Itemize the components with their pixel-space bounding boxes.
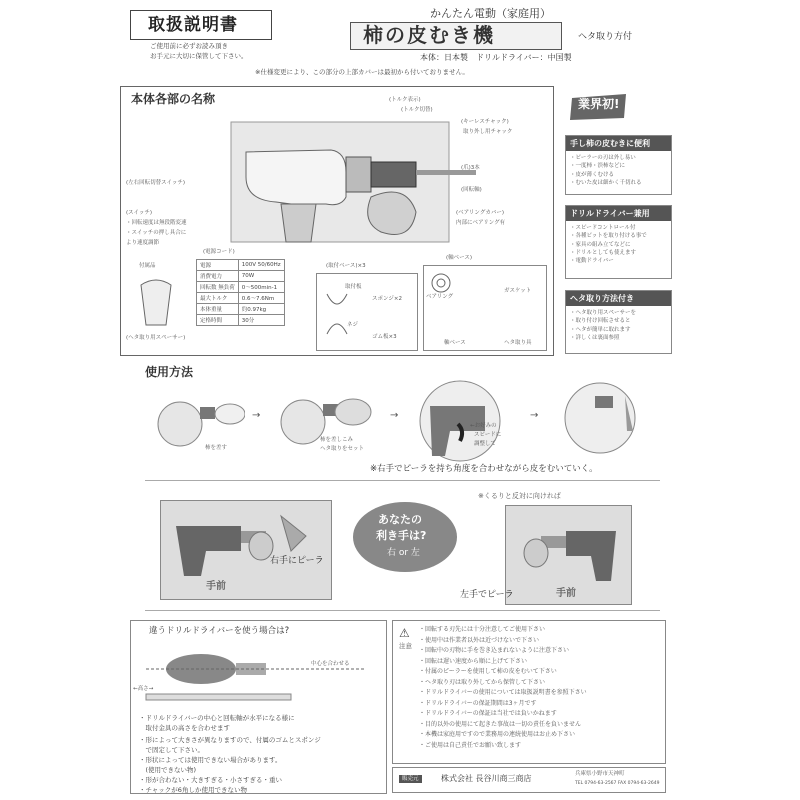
label-heta-tool: ヘタ取り具 — [504, 340, 532, 346]
label-torque-display: (トルク表示) — [389, 97, 421, 103]
label-sponge: スポンジ×2 — [372, 296, 402, 302]
subtitle: かんたん電動（家庭用） — [430, 7, 551, 20]
usage-step2-caption2: ヘタ取りをセット — [320, 446, 365, 452]
usage-step1-caption: 柿を差す — [205, 445, 228, 451]
shaft-base-box — [423, 265, 547, 351]
label-switch-desc3: より速度調節 — [126, 240, 160, 246]
table-row — [197, 282, 285, 293]
warning-icon: ⚠ — [399, 626, 410, 640]
table-row — [197, 315, 285, 326]
other-drill-line: ・形によって大きさが異なりますので、付属のゴムとスポンジ — [139, 736, 321, 744]
bearing-illustration — [429, 271, 453, 295]
label-mount-plate: 取付板 — [345, 284, 362, 290]
feature-card-title: へタ取り方法付き — [566, 291, 671, 306]
label-removable-chuck: 取り外し用チャック — [463, 129, 513, 135]
spec-key: 消費電力 — [197, 271, 239, 282]
feature-card-drill — [565, 205, 672, 279]
company-name: 株式会社 長谷川商三商店 — [441, 774, 532, 783]
other-drill-line: ・チャックが6角しか使用できない物 — [139, 786, 247, 794]
drill-body — [246, 150, 346, 205]
table-row — [197, 304, 285, 315]
keyless-chuck — [371, 162, 416, 187]
label-spare: (ヘタ取り用スペーサー) — [126, 335, 186, 341]
spec-value: 100V 50/60Hz — [238, 260, 284, 271]
feature-card-heta — [565, 290, 672, 354]
label-keyless-chuck: (キーレスチャック) — [461, 119, 509, 125]
company-address: 兵庫県小野市天神町 — [575, 771, 625, 777]
usage-title: 使用方法 — [145, 365, 194, 379]
caution-line: ・本機は家庭用ですので業務用の連続使用はお止め下さい — [419, 731, 576, 738]
caution-list — [419, 625, 587, 751]
other-drill-line: ・ドリルドライバーの中心と回転軸が水平になる様に — [139, 714, 295, 722]
spec-key: 本体重量 — [197, 304, 239, 315]
notice-line1: ご使用前に必ずお読み頂き — [150, 42, 228, 50]
reverse-note: ※くるりと反対に向ければ — [478, 492, 561, 500]
industry-first-label: 業界初! — [578, 97, 620, 111]
caution-line: ・付属のピーラーを使用して柿の皮をむいて下さい — [419, 668, 557, 675]
caution-line: ・使用中は作業者以外は近づけないで下さい — [419, 636, 540, 644]
caution-line: ・回転中の刃物に手を巻き込まれないように注意下さい — [419, 647, 570, 654]
parts-section-title: 本体各部の名称 — [131, 92, 216, 106]
notice-line2: お手元に大切に保管して下さい。 — [150, 52, 248, 60]
caution-label: 注意 — [399, 642, 412, 650]
label-bearing-cover: (ベアリングカバー) — [456, 210, 504, 216]
label-direction-switch: (左右回転切替スイッチ) — [126, 180, 186, 186]
spec-value: 70W — [238, 271, 284, 282]
usage-step3-illustration — [410, 376, 520, 466]
usage-step1-illustration — [145, 382, 245, 457]
drill-chuck — [346, 157, 371, 192]
left-peeler-label: 左手でピーラ — [460, 590, 514, 600]
bubble-line1: あなたの — [378, 513, 422, 526]
other-drill-line: ・形状によっては使用できない場合があります。 — [139, 756, 282, 764]
label-power-cord: (電源コード) — [203, 249, 235, 255]
usage-step2-caption1: 柿を差しこみ — [320, 437, 354, 443]
left-hand-panel — [505, 505, 632, 605]
drill-handle — [281, 204, 316, 242]
caution-line: ・ご使用は自己責任でお願い致します — [419, 741, 522, 749]
spec-value: 0〜500min-1 — [238, 282, 284, 293]
feature-card-body: ・スピードコントロール付 ・各種ビットを取り付ける事で ・家具の組み立てなどに ・ドリルとしても使えます ・電動ドライバー — [570, 225, 647, 264]
other-drill-line: (使用できない物) — [139, 766, 197, 774]
spec-value: 約0.97kg — [238, 304, 284, 315]
distributor-label: 販売元 — [399, 775, 422, 783]
spec-value: 30分 — [238, 315, 284, 326]
bubble-line3: 右 or 左 — [387, 548, 420, 558]
other-drill-box — [130, 620, 387, 794]
persimmon — [368, 192, 416, 235]
label-switch-desc2: ・スイッチの押し具合に — [126, 230, 187, 236]
right-hand-front: 手前 — [206, 581, 226, 592]
other-drill-line: 取付金具の高さを合わせます — [139, 724, 230, 732]
spec-key: 電源 — [197, 260, 239, 271]
label-bearing: ベアリング — [426, 294, 454, 300]
left-hand-front: 手前 — [556, 588, 576, 599]
table-row — [197, 260, 285, 271]
label-bearing-inside: 内部にベアリング有 — [456, 220, 506, 226]
label-accessories: 付属品 — [139, 263, 156, 269]
distributor-box — [392, 767, 666, 793]
bottom-divider — [145, 610, 660, 611]
mount-base-box — [316, 273, 418, 351]
caution-line: ・ドリルドライバーの保証期間は3ヶ月です — [419, 699, 537, 707]
feature-card-peeling — [565, 135, 672, 195]
company-phone: TEL 0794-63-2567 FAX 0794-63-2649 — [575, 781, 660, 786]
usage-note: ※右手でピーラを持ち角度を合わせながら皮をむいていく。 — [370, 464, 598, 474]
spec-key: 定格時間 — [197, 315, 239, 326]
product-name: 柿の皮むき機 — [363, 23, 495, 47]
label-shaft-base: (軸ベース) — [446, 255, 473, 261]
arrow-1: → — [252, 410, 261, 421]
label-mount-base: (取付ベース)×3 — [326, 263, 366, 269]
right-peeler-label: 右手にピーラ — [270, 556, 324, 566]
label-torque-switch: (トルク切替) — [401, 107, 433, 113]
arrow-3: → — [530, 410, 539, 421]
feature-card-title: ドリルドライバー兼用 — [566, 206, 671, 221]
label-switch-desc1: ・回転速度は無段階変速 — [126, 220, 187, 226]
label-shaft-base-bottom: 軸ベース — [444, 340, 466, 346]
other-drill-illustration — [136, 639, 376, 709]
feature-card-body: ・ピーラーの刃は外し易い ・一度柿・渋柿などに ・皮が薄くむける ・むいた皮は細かく千切れる — [570, 155, 642, 186]
label-screw: ネジ — [347, 322, 359, 328]
usage-step3-caption2: スピードに — [474, 432, 502, 438]
arrow-2: → — [390, 410, 399, 421]
caution-box — [392, 620, 666, 764]
caution-line: ・ヘタ取り刃は取り外してから保管して下さい — [419, 678, 546, 686]
origin-line: 本体：日本製 ドリルドライバー：中国製 — [420, 53, 572, 62]
label-rubber: ゴム板×3 — [372, 334, 397, 340]
caution-line: ・ドリルドライバーの使用については取扱説明書を参照下さい — [419, 689, 587, 696]
bubble-line2: 利き手は? — [376, 529, 427, 542]
other-drill-line: で固定して下さい。 — [139, 746, 204, 754]
usage-divider — [145, 480, 660, 481]
height-label: ←高さ→ — [133, 686, 154, 692]
spec-key: 最大トルク — [197, 293, 239, 304]
label-switch: (スイッチ) — [126, 210, 153, 216]
parts-section — [120, 86, 554, 356]
caution-line: ・ドリルドライバーの保証は当社では負いかねます — [419, 710, 557, 717]
label-rotating-shaft: (回転軸) — [461, 187, 482, 193]
center-label: 中心を合わせる — [311, 661, 350, 667]
manual-title-box — [130, 10, 272, 40]
caution-line: ・回転する刃先には十分注意してご使用下さい — [419, 626, 546, 633]
caution-line: ・目的以外の使用にて起きた事故は一切の責任を負いません — [419, 720, 582, 728]
spec-value: 0.6〜7.6Nm — [238, 293, 284, 304]
left-hand-illustration — [506, 511, 631, 581]
usage-step4-illustration — [555, 376, 655, 456]
feature-card-body: ・ヘタ取り用スペーサーを ・取り付け回転させると ・ヘタが簡単に取れます ・詳しくは裏面参照 — [570, 310, 637, 341]
usage-step3-caption3: 調整して — [474, 441, 497, 447]
usage-step3-caption1: ←お好みの — [470, 423, 497, 429]
feature-card-title: 手し柿の皮むきに便利 — [566, 136, 671, 151]
manual-title: 取扱説明書 — [148, 15, 238, 35]
other-drill-title: 違うドリルドライバーを使う場合は? — [149, 626, 290, 636]
spec-table — [196, 259, 285, 326]
other-drill-line: ・形が合わない・大きすぎる・小さすぎる・重い — [139, 776, 282, 784]
right-hand-panel — [160, 500, 332, 600]
table-row — [197, 293, 285, 304]
mount-plate-illustration — [322, 289, 352, 339]
caution-line: ・回転は遅い速度から順に上げて下さい — [419, 657, 528, 665]
spacer-illustration — [131, 275, 181, 335]
product-name-banner — [350, 22, 562, 50]
option-label: ヘタ取り方付 — [578, 32, 633, 42]
spec-change-note: ※仕様変更により、この部分の上部カバーは最初から付いておりません。 — [255, 68, 469, 76]
label-gasket: ガスケット — [504, 288, 532, 294]
table-row — [197, 271, 285, 282]
label-claws: (爪)3本 — [461, 165, 480, 171]
spec-key: 回転数 無負荷 — [197, 282, 239, 293]
